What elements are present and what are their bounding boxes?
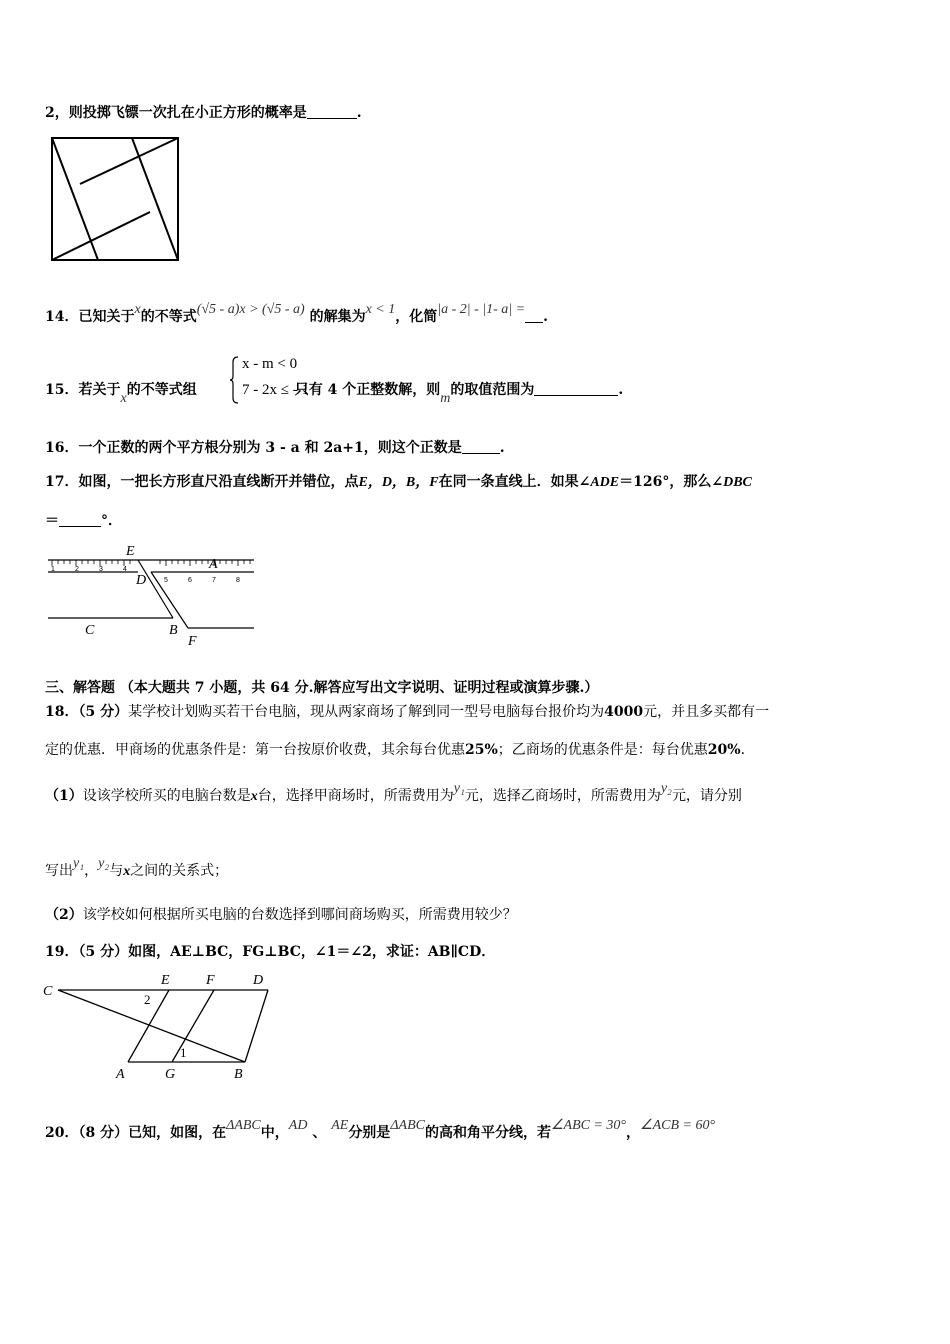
segment-2 — [52, 212, 150, 260]
ruler-tick-label: 4 — [123, 566, 127, 573]
section-3-text: 三、解答题 （本大题共 7 小题，共 64 分.解答应写出文字说明、证明过程或演算步骤.） — [45, 680, 599, 696]
cut-line-2 — [151, 572, 188, 628]
ruler-tick-label: 1 — [51, 566, 55, 573]
ruler-tick-label: 3 — [99, 566, 103, 573]
q20-angle-abc: ∠ABC = 30° — [550, 1118, 627, 1133]
q18-var-x: x — [123, 864, 131, 879]
q16-blank — [462, 439, 500, 454]
q20-number: 20． — [45, 1125, 79, 1141]
parallelogram-figure — [40, 970, 280, 1082]
q14-text-2: 的不等式 — [140, 309, 197, 325]
q18-discount-2: 20% — [707, 742, 741, 758]
q14-blank — [525, 308, 543, 323]
q18-part-1-text-7: 之间的关系式； — [130, 863, 229, 879]
q14-end: . — [543, 309, 548, 325]
q18-line-1 — [45, 703, 769, 721]
label-c: C — [43, 984, 53, 999]
q18-var-y1: y₁ — [73, 856, 85, 871]
q13-end: . — [356, 105, 362, 121]
q18-part-2-line — [45, 906, 517, 924]
q15-inequality-2: 7 - 2x ≤ - 1 — [242, 382, 309, 398]
q15-var-m: m — [440, 391, 451, 406]
label-d: D — [253, 973, 264, 988]
cut-line-1 — [138, 560, 173, 618]
q18-part-1-line-2 — [45, 856, 229, 881]
q20-text-1: （8 分）已知，如图，在 — [78, 1125, 227, 1141]
q18-part-1-line — [45, 781, 742, 806]
q17-blank — [59, 512, 101, 527]
label-b: B — [234, 1067, 243, 1082]
q17-degree: °． — [101, 513, 122, 529]
q18-var-x: x — [250, 789, 258, 804]
q15-brace — [230, 356, 240, 404]
q18-part-1-number: （1） — [45, 788, 83, 804]
q20-text-3: 分别是 — [348, 1125, 391, 1141]
label-a: A — [209, 557, 218, 572]
line-db — [245, 990, 268, 1062]
q18-part-2-text: 该学校如何根据所买电脑的台数选择到哪间商场购买，所需费用较少？ — [82, 907, 517, 923]
q20-text-2: 中， — [260, 1125, 289, 1141]
ruler-tick-label: 5 — [164, 577, 168, 584]
label-angle-2: 2 — [144, 992, 151, 1007]
q13-text: 2，则投掷飞镖一次扎在小正方形的概率是 — [45, 105, 307, 121]
q20-triangle-1: ΔABC — [226, 1118, 261, 1133]
q18-var-y2: y₂ — [98, 856, 110, 871]
q18-var-y2: y₂ — [660, 781, 672, 796]
q14-number: 14． — [45, 309, 79, 325]
q14-inequality: (√5 - a)x > (√5 - a) — [196, 302, 305, 317]
q15-text-2: 的不等式组 — [126, 382, 197, 398]
q15-text-1: 若关于 — [78, 382, 121, 398]
ruler-tick-label: 6 — [188, 577, 192, 584]
label-c: C — [85, 623, 95, 638]
outer-square — [52, 138, 178, 260]
q14-solution: x < 1 — [365, 302, 396, 317]
q14-text-1: 已知关于 — [78, 309, 135, 325]
q20-text-4: 的高和角平分线，若 — [424, 1125, 551, 1141]
q17-text-1: 17．如图，一把长方形直尺沿直线断开并错位，点 — [45, 474, 359, 490]
ruler-tick-label: 7 — [212, 577, 216, 584]
q15-blank — [534, 381, 618, 396]
q18-part-1-text-1: 设该学校所买的电脑台数是 — [82, 788, 251, 804]
square-figure — [50, 136, 180, 262]
q16-end: . — [499, 440, 505, 456]
q20-separator: 、 — [312, 1125, 327, 1141]
q15-number: 15． — [45, 382, 79, 398]
q18-discount-1: 25% — [465, 742, 498, 758]
label-f: F — [206, 973, 215, 988]
q18-number: 18． — [45, 704, 79, 720]
q16-line — [45, 439, 505, 457]
ruler-tick-label: 2 — [75, 566, 79, 573]
q15-var-x: x — [120, 391, 127, 406]
label-d: D — [136, 573, 147, 588]
label-f: F — [188, 634, 197, 649]
q18-text-1: 某学校计划购买若干台电脑，现从两家商场了解到同一型号电脑每台报价均为 — [128, 704, 605, 720]
q14-expression: |a - 2| - |1- a| = — [437, 302, 526, 317]
q17-text-2: 在同一条直线上．如果∠ — [438, 474, 591, 490]
segment-4 — [80, 138, 178, 184]
q15-system — [242, 354, 309, 400]
q20-comma: ， — [626, 1125, 641, 1141]
q18-text-2: 元，并且多买都有一 — [643, 704, 770, 720]
q15-inequality-1: x - m < 0 — [242, 356, 298, 372]
label-g: G — [165, 1067, 176, 1082]
q19-text: 19．（5 分）如图，AE⊥BC，FG⊥BC，∠1＝∠2，求证：AB∥CD． — [45, 944, 496, 960]
q13-line — [45, 104, 362, 122]
section-3-heading — [45, 679, 598, 697]
q18-var-y1: y₁ — [453, 781, 465, 796]
label-angle-1: 1 — [180, 1045, 187, 1060]
q17-line-1 — [45, 473, 752, 492]
q13-blank — [307, 104, 357, 119]
q18-part-1-text-2: 台，选择甲商场时，所需费用为 — [257, 788, 454, 804]
ruler-ticks-left — [52, 560, 130, 566]
q18-text-4: ；乙商场的优惠条件是：每台优惠 — [497, 742, 708, 758]
q18-text-5: ． — [740, 742, 755, 758]
q18-score: （5 分） — [78, 704, 129, 720]
label-a: A — [116, 1067, 125, 1082]
q14-line — [45, 302, 548, 327]
q15-text-4: 的取值范围为 — [450, 382, 535, 398]
label-b: B — [169, 623, 178, 638]
q15-line — [45, 381, 624, 406]
q20-angle-acb: ∠ACB = 60° — [640, 1118, 716, 1133]
q20-line — [45, 1118, 716, 1143]
line-cb — [58, 990, 245, 1062]
ruler-ticks-right — [160, 560, 250, 566]
q15-text-3: 只有 4 个正整数解，则 — [294, 382, 441, 398]
q18-part-1-text-6: 与 — [109, 863, 124, 879]
ruler-tick-label: 8 — [236, 577, 240, 584]
q14-var-x: x — [134, 302, 141, 317]
q15-end: . — [618, 382, 624, 398]
q17-text-3: ＝126°，那么∠ — [619, 474, 724, 490]
q17-line-2 — [45, 512, 122, 530]
q17-angle-dbc: DBC — [723, 475, 752, 490]
q20-triangle-2: ΔABC — [390, 1118, 425, 1133]
line-gf — [172, 990, 214, 1062]
q18-part-1-text-5: 写出 — [45, 863, 73, 879]
q18-part-1-comma: ， — [84, 863, 99, 879]
q18-part-2-number: （2） — [45, 907, 83, 923]
q18-price: 4000 — [604, 704, 644, 720]
q16-text: 16．一个正数的两个平方根分别为 3 - a 和 2a+1，则这个正数是 — [45, 440, 462, 456]
label-e: E — [126, 544, 135, 559]
q14-text-4: ，化简 — [395, 309, 438, 325]
q14-text-3: 的解集为 — [309, 309, 366, 325]
q18-part-1-text-4: 元，请分别 — [671, 788, 742, 804]
q18-line-2 — [45, 741, 755, 759]
label-e: E — [161, 973, 170, 988]
q17-points: E，D，B，F — [358, 475, 439, 490]
q20-ad: AD — [288, 1118, 308, 1133]
ruler-figure — [48, 544, 260, 650]
q17-equals: ＝ — [45, 513, 59, 529]
q18-text-3: 定的优惠．甲商场的优惠条件是：第一台按原价收费，其余每台优惠 — [45, 742, 465, 758]
q20-ae: AE — [331, 1118, 349, 1133]
q19-line — [45, 943, 495, 961]
q17-angle-ade: ADE — [590, 475, 620, 490]
q18-part-1-text-3: 元，选择乙商场时，所需费用为 — [464, 788, 661, 804]
